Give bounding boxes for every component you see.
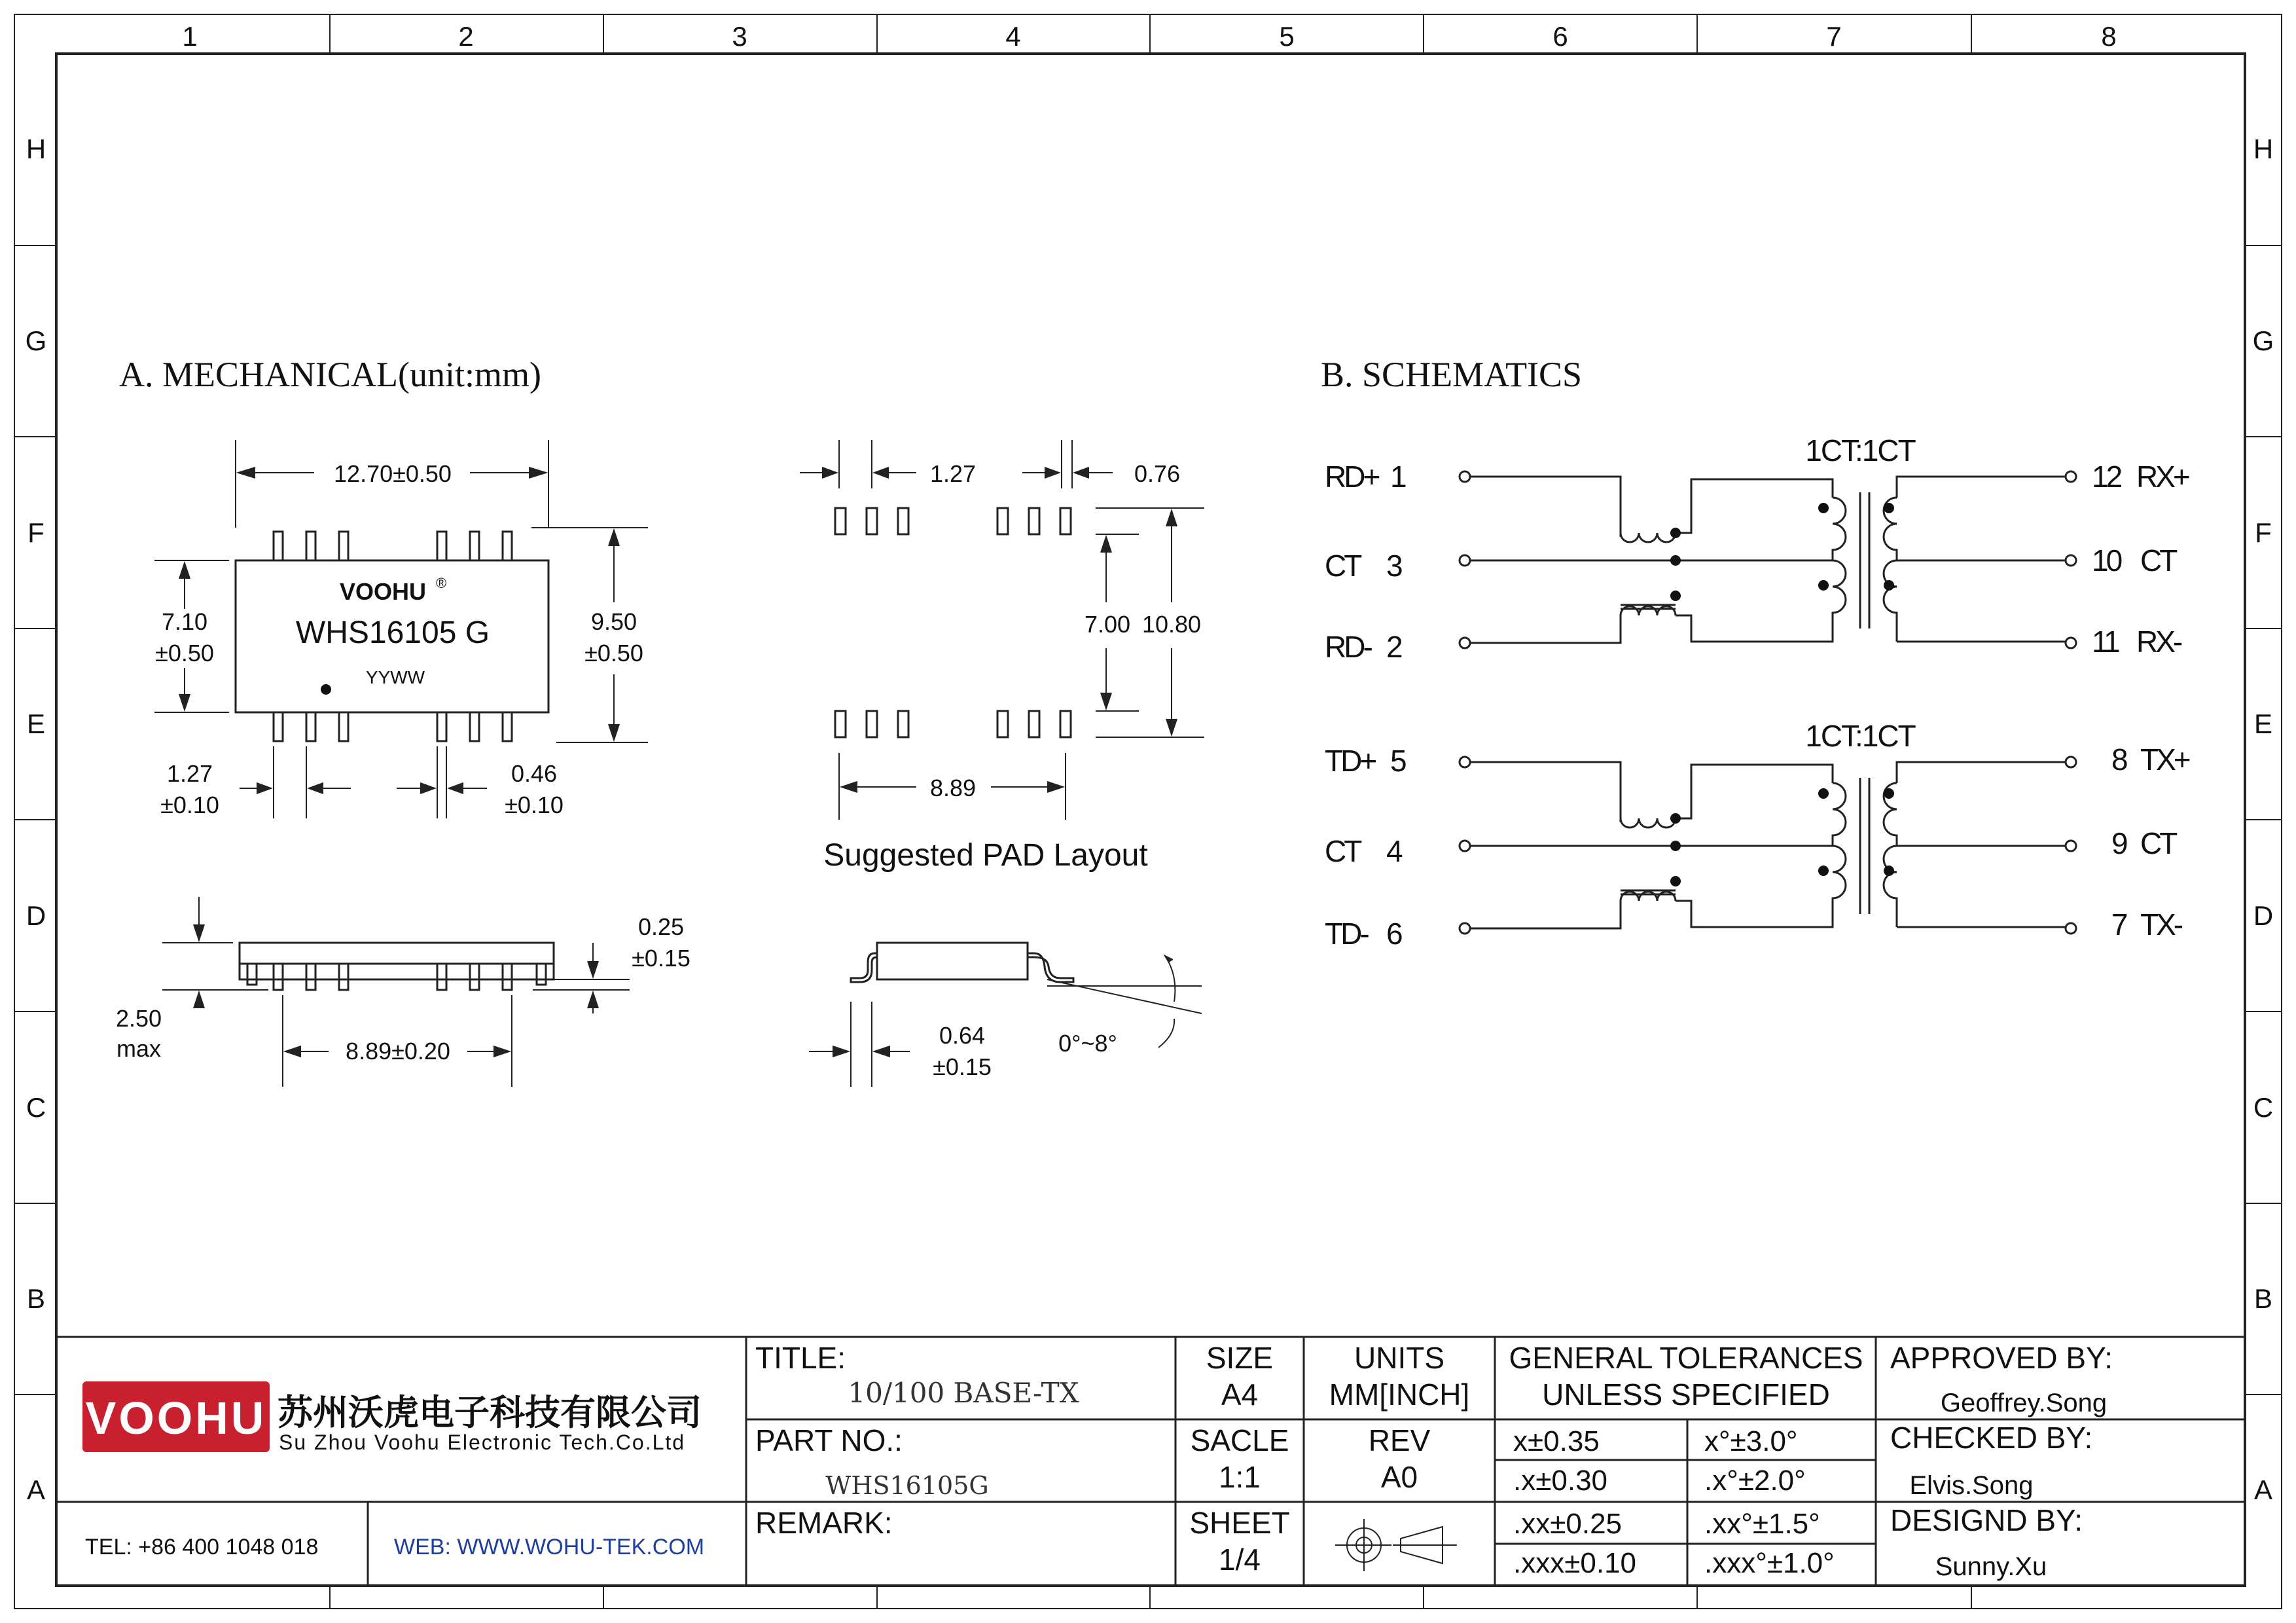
pad-outer: 10.80 (1141, 611, 1202, 638)
row-label: E (2253, 708, 2273, 739)
company-name-en: Su Zhou Voohu Electronic Tech.Co.Ltd (279, 1431, 686, 1454)
dim-overall-width: 9.50 (590, 608, 637, 635)
pin-label: CT (1325, 549, 1360, 583)
col-label: 6 (1552, 21, 1568, 52)
pin-number: 10 (2092, 543, 2121, 577)
row-label: C (26, 1092, 46, 1123)
tol-subtitle: UNLESS SPECIFIED (1542, 1377, 1830, 1412)
tol-angular: .xx°±1.5° (1704, 1508, 1820, 1540)
dim-lead-width-tol: ±0.10 (505, 792, 564, 818)
pin-label: CT (2140, 543, 2176, 577)
tol-title: GENERAL TOLERANCES (1509, 1341, 1863, 1375)
part-label: PART NO.: (755, 1423, 903, 1457)
col-label: 1 (182, 21, 198, 52)
pin1-dot (321, 684, 331, 695)
web-link[interactable]: WEB: WWW.WOHU-TEK.COM (394, 1535, 705, 1559)
pin-label: RD- (1325, 630, 1371, 664)
title-label: TITLE: (755, 1341, 846, 1375)
pin-number: 9 (2111, 826, 2126, 860)
tol-linear: x±0.35 (1513, 1425, 1600, 1457)
rev-value: A0 (1380, 1460, 1418, 1494)
pad-pitch: 1.27 (929, 460, 977, 487)
row-label: H (2253, 134, 2274, 164)
remark-label: REMARK: (755, 1506, 893, 1540)
part-value: WHS16105G (825, 1471, 989, 1500)
pin-number: 5 (1390, 744, 1405, 778)
designed-value: Sunny.Xu (1935, 1552, 2047, 1581)
units-label: UNITS (1354, 1341, 1444, 1375)
pad-layout (800, 440, 1204, 873)
transformer-tx (1325, 719, 2190, 951)
dim-height-note: max (116, 1035, 162, 1062)
pin-number: 3 (1386, 549, 1401, 583)
row-label: F (2255, 517, 2272, 548)
dim-length: 12.70±0.50 (334, 460, 452, 487)
side-view (116, 897, 691, 1087)
dim-body-width-tol: ±0.50 (155, 640, 214, 666)
dim-lead-width: 0.46 (511, 760, 558, 787)
title-block (56, 1337, 2245, 1586)
dim-row-span: 8.89±0.20 (346, 1038, 450, 1065)
marking-part: WHS16105 G (295, 615, 490, 650)
pin-number: 1 (1390, 460, 1405, 494)
row-label: C (2253, 1092, 2274, 1123)
title-value: 10/100 BASE-TX (848, 1377, 1079, 1409)
row-label: E (26, 708, 46, 739)
dim-height: 2.50 (115, 1005, 162, 1032)
marking-date: YYWW (365, 667, 425, 687)
projection-symbol (1335, 1519, 1457, 1571)
size-value: A4 (1221, 1377, 1259, 1412)
pin-number: 4 (1386, 834, 1401, 868)
checked-value: Elvis.Song (1909, 1471, 2034, 1500)
dim-pitch: 1.27 (166, 760, 213, 787)
pin-label: TX+ (2140, 742, 2189, 776)
pin-label: RX- (2136, 625, 2181, 659)
row-label: G (25, 325, 47, 356)
pad-span: 8.89 (929, 775, 977, 801)
scale-label: SACLE (1190, 1423, 1289, 1457)
row-label: D (26, 900, 46, 931)
logo-text: VOOHU (85, 1393, 267, 1444)
pin-number: 7 (2111, 907, 2126, 941)
checked-label: CHECKED BY: (1890, 1421, 2093, 1455)
dim-body-width: 7.10 (161, 608, 208, 635)
units-value: MM[INCH] (1329, 1377, 1470, 1412)
row-label: D (2253, 900, 2274, 931)
col-label: 2 (458, 21, 474, 52)
schematics-title: B. SCHEMATICS (1321, 355, 1583, 394)
tol-linear: .xx±0.25 (1513, 1508, 1623, 1540)
designed-label: DESIGND BY: (1890, 1503, 2083, 1537)
top-view (154, 440, 648, 818)
col-label: 4 (1005, 21, 1021, 52)
pin-label: RX+ (2136, 460, 2188, 494)
col-label: 8 (2101, 21, 2117, 52)
pin-number: 8 (2111, 742, 2126, 776)
pin-number: 11 (2092, 625, 2118, 659)
tol-linear: .x±0.30 (1513, 1465, 1608, 1497)
pin-label: TD- (1325, 917, 1367, 951)
tel: TEL: +86 400 1048 018 (85, 1535, 319, 1559)
row-label: B (26, 1283, 46, 1314)
pin-label: TX- (2140, 907, 2181, 941)
dim-overall-width-tol: ±0.50 (584, 640, 643, 666)
row-label: A (2253, 1474, 2273, 1505)
pad-caption: Suggested PAD Layout (823, 838, 1148, 873)
rev-label: REV (1368, 1423, 1431, 1457)
col-label: 7 (1826, 21, 1842, 52)
pin-number: 6 (1386, 917, 1401, 951)
dim-foot-tol: ±0.15 (933, 1053, 992, 1080)
pin-label: CT (2140, 826, 2176, 860)
pin-number: 12 (2092, 460, 2121, 494)
row-label: F (27, 517, 45, 548)
row-label: H (26, 134, 46, 164)
sheet-label: SHEET (1189, 1506, 1290, 1540)
row-label: A (26, 1474, 46, 1505)
row-label: B (2253, 1283, 2273, 1314)
pin-label: RD+ (1325, 460, 1378, 494)
dim-angle: 0°~8° (1058, 1030, 1117, 1057)
tol-angular: .xxx°±1.0° (1704, 1547, 1835, 1579)
dim-pitch-tol: ±0.10 (160, 792, 219, 818)
tol-angular: x°±3.0° (1704, 1425, 1798, 1457)
row-label: G (2252, 325, 2274, 356)
ratio-rx: 1CT:1CT (1805, 433, 1915, 467)
company-name-cn: 苏州沃虎电子科技有限公司 (278, 1392, 702, 1433)
tol-linear: .xxx±0.10 (1513, 1547, 1637, 1579)
dim-standoff: 0.25 (637, 913, 685, 940)
pad-inner: 7.00 (1084, 611, 1131, 638)
col-label: 3 (732, 21, 747, 52)
col-label: 5 (1279, 21, 1295, 52)
dim-standoff-tol: ±0.15 (632, 945, 691, 972)
transformer-rx (1325, 433, 2189, 664)
size-label: SIZE (1206, 1341, 1274, 1375)
scale-value: 1:1 (1219, 1460, 1261, 1494)
lead-profile (809, 943, 1202, 1087)
pin-label: TD+ (1325, 744, 1375, 778)
marking-reg: ® (436, 575, 447, 591)
dim-foot: 0.64 (939, 1022, 986, 1049)
marking-brand: VOOHU (339, 578, 427, 605)
company-logo (82, 1381, 270, 1452)
mechanical-title: A. MECHANICAL(unit:mm) (119, 355, 541, 394)
ratio-tx: 1CT:1CT (1805, 719, 1915, 753)
sheet-value: 1/4 (1219, 1542, 1261, 1577)
approved-label: APPROVED BY: (1890, 1341, 2113, 1375)
approved-value: Geoffrey.Song (1940, 1389, 2108, 1417)
tol-angular: .x°±2.0° (1704, 1465, 1806, 1497)
pad-width: 0.76 (1134, 460, 1181, 487)
pin-number: 2 (1386, 630, 1401, 664)
pin-label: CT (1325, 834, 1360, 868)
